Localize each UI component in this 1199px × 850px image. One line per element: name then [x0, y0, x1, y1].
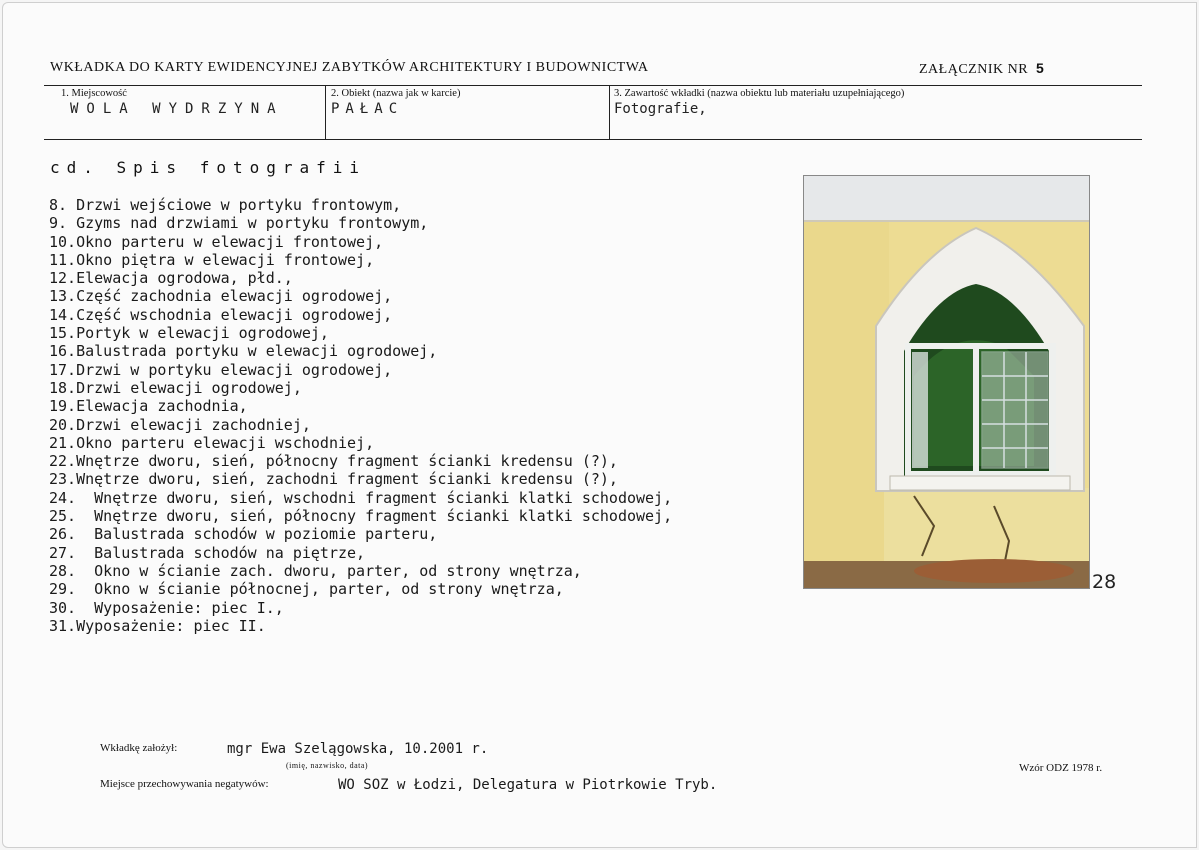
list-item: 16.Balustrada portyku w elewacji ogrodowej, — [49, 342, 438, 361]
list-item: 19.Elewacja zachodnia, — [49, 397, 248, 416]
list-item: 28. Okno w ścianie zach. dworu, parter, od strony wnętrza, — [49, 561, 582, 580]
list-item: 27. Balustrada schodów na piętrze, — [49, 543, 366, 562]
list-item: 9. Gzyms nad drzwiami w portyku frontowym, — [49, 214, 429, 233]
list-item: 29. Okno w ścianie północnej, parter, od strony wnętrza, — [49, 580, 564, 599]
list-item: 23.Wnętrze dworu, sień, zachodni fragment ścianki kredensu (?), — [49, 470, 618, 489]
list-item: 30. Wyposażenie: piec I., — [49, 598, 284, 617]
list-item: 8. Drzwi wejściowe w portyku frontowym, — [49, 196, 402, 214]
list-item: 13.Część zachodnia elewacji ogrodowej, — [49, 287, 393, 306]
created-hint: (imię, nazwisko, data) — [286, 761, 369, 770]
gothic-window-photo-icon — [804, 176, 1089, 588]
photo-gothic-window — [803, 175, 1090, 589]
photo-list — [49, 196, 672, 635]
locality-label: 1. Miejscowość — [61, 88, 127, 99]
annex-number: 5 — [1036, 60, 1045, 76]
list-item: 17.Drzwi w portyku elewacji ogrodowej, — [49, 360, 393, 379]
content-value: Fotografie, — [614, 101, 707, 117]
section-title: cd. Spis fotografii — [50, 158, 367, 177]
locality-value: WOLA WYDRZYNA — [70, 101, 284, 117]
object-label: 2. Obiekt (nazwa jak w karcie) — [331, 88, 461, 99]
form-title: WKŁADKA DO KARTY EWIDENCYJNEJ ZABYTKÓW ARCHITEKTURY I BUDOWNICTWA — [50, 60, 649, 75]
list-item: 18.Drzwi elewacji ogrodowej, — [49, 378, 302, 397]
list-item: 11.Okno piętra w elewacji frontowej, — [49, 250, 375, 269]
storage-value: WO SOZ w Łodzi, Delegatura w Piotrkowie Tryb. — [338, 777, 718, 793]
list-item: 10.Okno parteru w elewacji frontowej, — [49, 232, 384, 251]
created-value: mgr Ewa Szelągowska, 10.2001 r. — [227, 741, 489, 757]
storage-label: Miejsce przechowywania negatywów: — [100, 778, 269, 790]
list-item: 12.Elewacja ogrodowa, płd., — [49, 269, 293, 288]
list-item: 15.Portyk w elewacji ogrodowej, — [49, 324, 329, 343]
header-rule-top — [44, 85, 1142, 86]
created-label: Wkładkę założył: — [100, 742, 178, 754]
form-pattern: Wzór ODZ 1978 r. — [1019, 762, 1103, 774]
list-item: 22.Wnętrze dworu, sień, północny fragment ścianki kredensu (?), — [49, 452, 618, 471]
list-item: 31.Wyposażenie: piec II. — [49, 616, 266, 635]
list-item: 25. Wnętrze dworu, sień, północny fragment ścianki klatki schodowej, — [49, 507, 673, 526]
list-item: 20.Drzwi elewacji zachodniej, — [49, 415, 311, 434]
content-label: 3. Zawartość wkładki (nazwa obiektu lub materiału uzupełniającego) — [614, 88, 905, 99]
field-divider — [609, 86, 610, 139]
header-rule-bottom — [44, 139, 1142, 140]
object-value: PAŁAC — [331, 101, 404, 117]
annex-label: ZAŁĄCZNIK NR 5 — [919, 60, 1045, 77]
list-item: 24. Wnętrze dworu, sień, wschodni fragment ścianki klatki schodowej, — [49, 488, 673, 507]
list-item: 21.Okno parteru elewacji wschodniej, — [49, 433, 375, 452]
list-item: 14.Część wschodnia elewacji ogrodowej, — [49, 305, 393, 324]
list-item: 26. Balustrada schodów w poziomie parteru, — [49, 525, 438, 544]
field-divider — [325, 86, 326, 139]
photo-number: 28 — [1092, 571, 1117, 593]
